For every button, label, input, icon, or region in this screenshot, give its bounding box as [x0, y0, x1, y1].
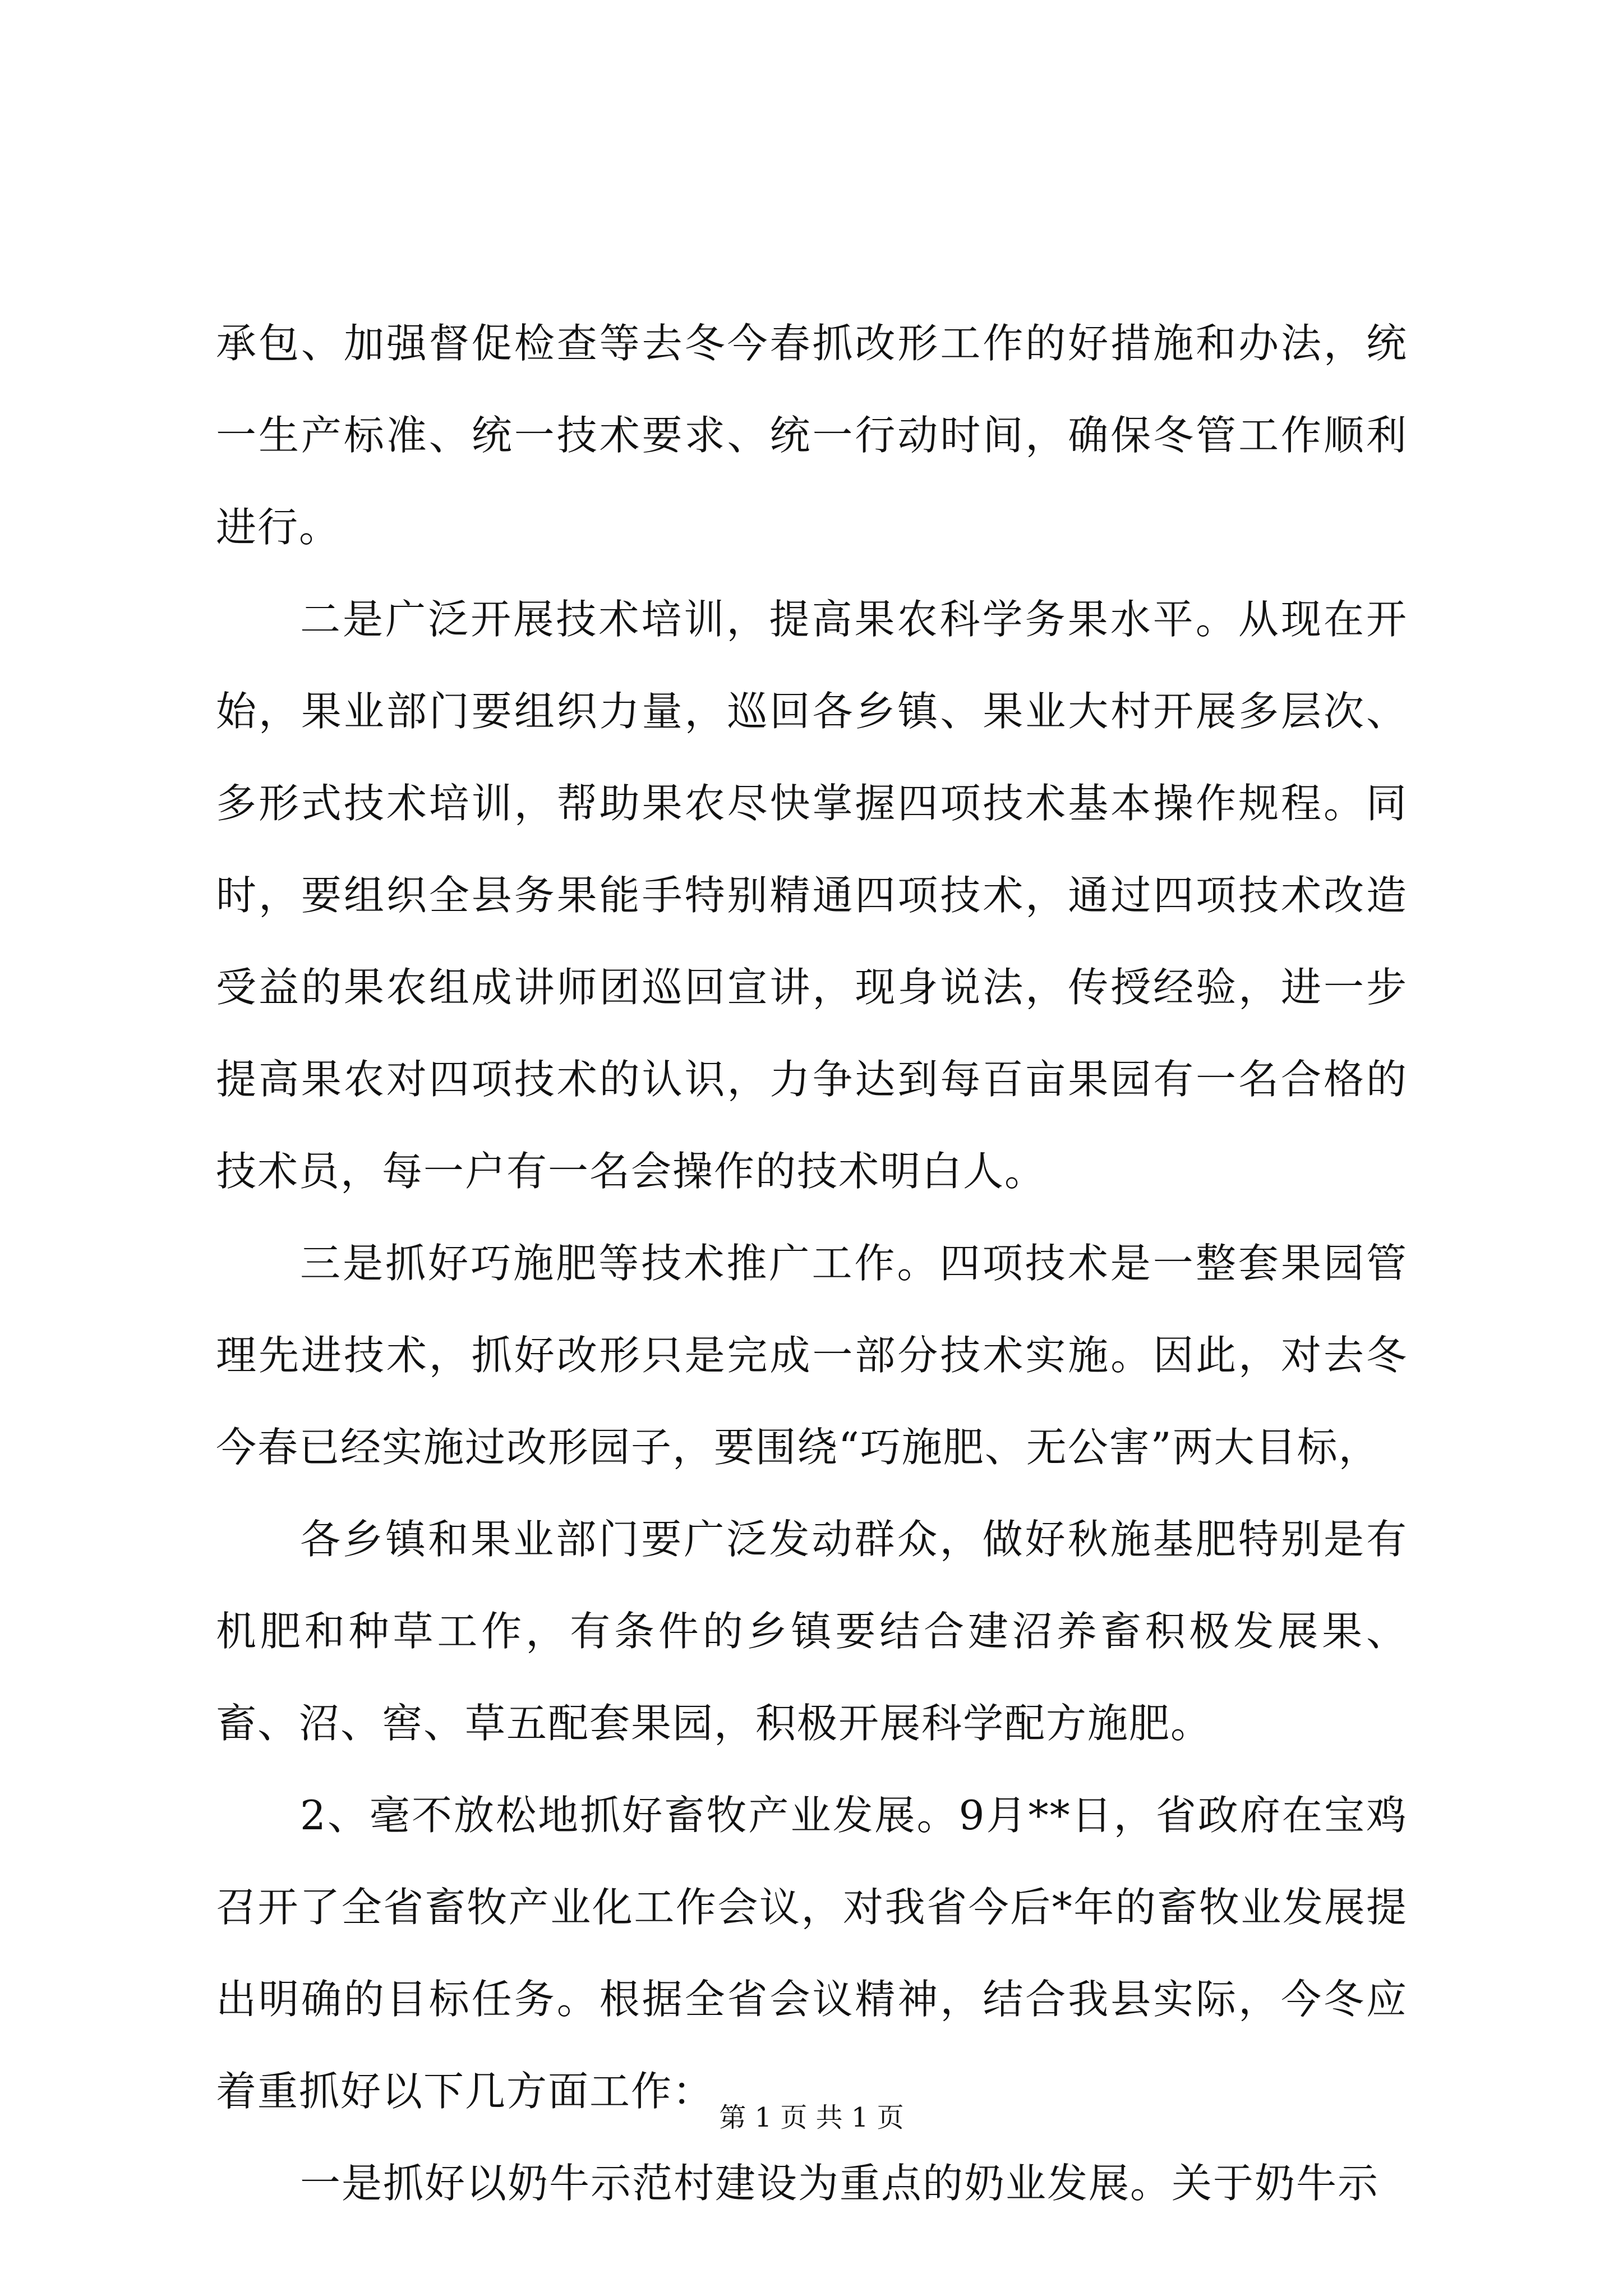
paragraph-5: 2、毫不放松地抓好畜牧产业发展。9月**日，省政府在宝鸡召开了全省畜牧产业化工作会议，对我省今后*年的畜牧业发展提出明确的目标任务。根据全省会议精神，结合我县实际，今冬应着重抓好以下几方面工作： — [216, 1792, 1408, 2115]
paragraph-2: 二是广泛开展技术培训，提高果农科学务果水平。从现在开始，果业部门要组织力量，巡回各乡镇、果业大村开展多层次、多形式技术培训，帮助果农尽快掌握四项技术基本操作规程。同时，要组织全县务果能手特别精通四项技术，通过四项技术改造受益的果农组成讲师团巡回宣讲，现身说法，传授经验，进一步提高果农对四项技术的认识，力争达到每百亩果园有一名合格的技术员，每一户有一名会操作的技术明白人。 — [216, 596, 1408, 1195]
document-body — [216, 297, 1408, 2229]
paragraph-3: 三是抓好巧施肥等技术推广工作。四项技术是一整套果园管理先进技术，抓好改形只是完成一部分技术实施。因此，对去冬今春已经实施过改形园子，要围绕“巧施肥、无公害”两大目标， — [216, 1240, 1408, 1471]
paragraph-4: 各乡镇和果业部门要广泛发动群众，做好秋施基肥特别是有机肥和种草工作，有条件的乡镇要结合建沼养畜积极发展果、畜、沼、窖、草五配套果园，积极开展科学配方施肥。 — [216, 1516, 1408, 1747]
page-footer: 第 1 页 共 1 页 — [719, 2102, 904, 2133]
paragraph-6: 一是抓好以奶牛示范村建设为重点的奶业发展。关于奶牛示 — [300, 2160, 1380, 2207]
paragraph-1: 承包、加强督促检查等去冬今春抓改形工作的好措施和办法，统一生产标准、统一技术要求、统一行动时间，确保冬管工作顺利进行。 — [216, 320, 1408, 551]
